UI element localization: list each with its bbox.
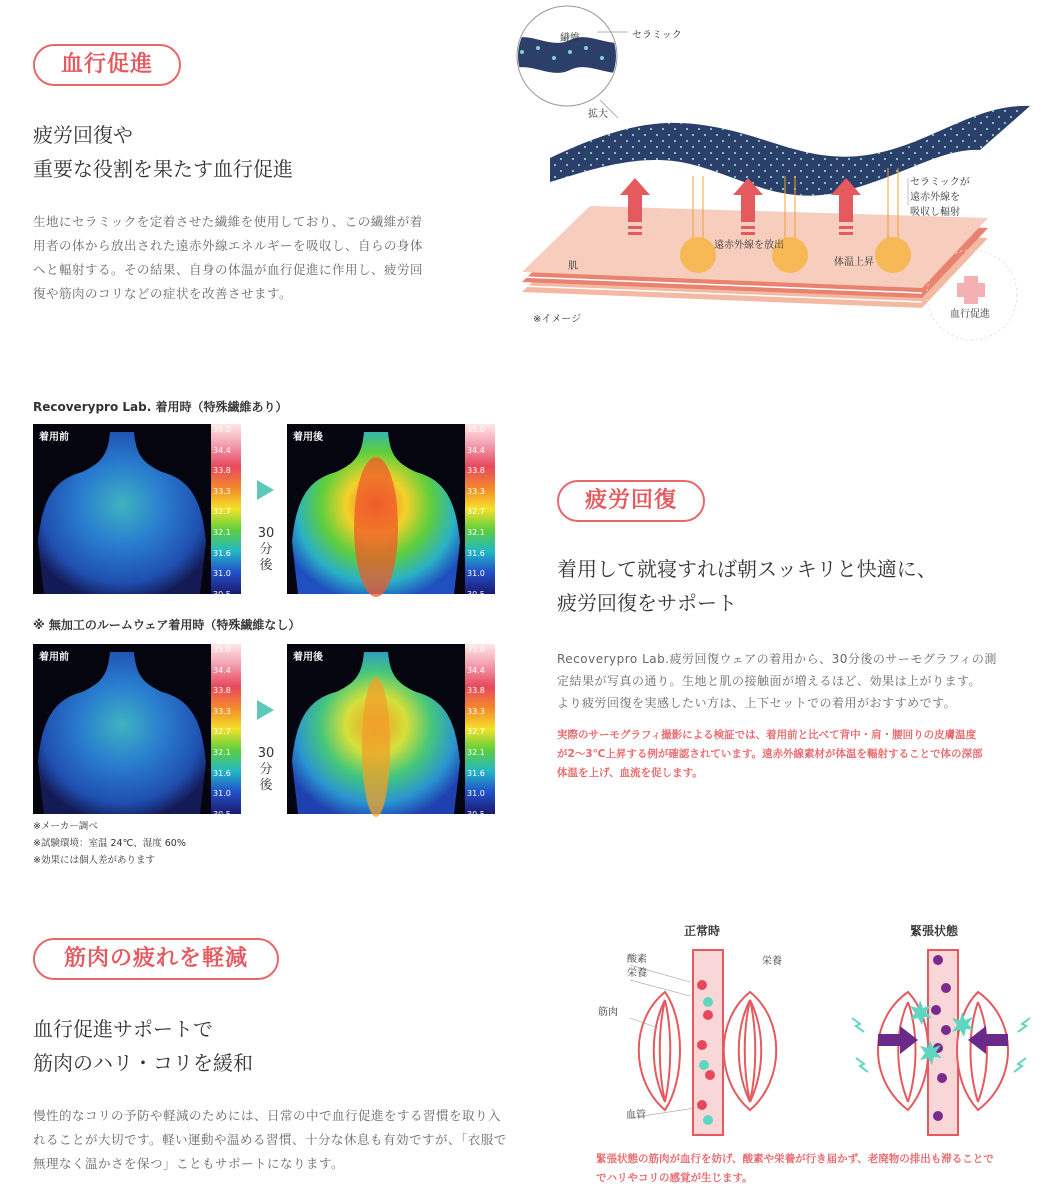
- time-line: 後: [259, 778, 273, 793]
- muscle-diagram: [590, 930, 1040, 1140]
- section2-note: [557, 726, 1037, 783]
- oxygen-label: 酸素: [627, 954, 647, 965]
- circulation-stamp-label: 血行促進: [950, 309, 990, 320]
- time-line: 分: [259, 542, 273, 557]
- normal-muscle-left: [639, 992, 680, 1110]
- scale-tick-label: 34.4: [213, 665, 231, 675]
- time-line: 後: [259, 558, 273, 573]
- fabric-label: [700, 72, 800, 102]
- scale-tick-label: 31.0: [467, 569, 485, 579]
- scale-tick-label: 34.4: [213, 445, 231, 455]
- scale-tick-label: 35.0: [467, 425, 485, 434]
- section-badge-muscle: 筋肉の疲れを軽減: [33, 938, 279, 980]
- section3-body: [33, 1104, 543, 1176]
- scale-tick-label: 33.3: [213, 706, 231, 716]
- zoom-label: 拡大: [588, 109, 608, 120]
- heading-line: 疲労回復をサポート: [557, 591, 737, 615]
- note-line: でハリやコリの感覚が生じます。: [596, 1172, 753, 1184]
- thermo-state-label: 着用後: [293, 432, 323, 443]
- scale-tick-label: 31.6: [213, 548, 231, 558]
- vessel-label: 血管: [626, 1110, 646, 1121]
- time-label: [252, 526, 280, 574]
- section-badge-circulation: 血行促進: [33, 44, 181, 86]
- thermo-title-without: ※ 無加工のルームウェア着用時（特殊繊維なし）: [33, 618, 301, 632]
- time-line: 30: [257, 746, 275, 761]
- heat-area: [354, 457, 398, 597]
- emit-label: 遠赤外線を放出: [714, 240, 784, 251]
- note-line: 緊張状態の筋肉が血行を妨げ、酸素や栄養が行き届かず、老廃物の排出も滞ることで: [596, 1153, 994, 1165]
- scale-tick-label: 32.7: [467, 507, 485, 517]
- normal-vessel: [693, 950, 723, 1135]
- scale-tick-label: 33.8: [213, 686, 231, 696]
- scale-tick-label: 31.6: [213, 768, 231, 778]
- scale-tick-label: 34.4: [467, 445, 485, 455]
- scale-tick-label: 33.8: [213, 466, 231, 476]
- muscle-label: 筋肉: [598, 1007, 618, 1018]
- time-label: [252, 746, 280, 794]
- body-line: 復や筋肉のコリなどの症状を改善させます。: [33, 286, 293, 301]
- note-line: 実際のサーモグラフィ撮影による検証では、着用前と比べて背中・肩・腰回りの皮膚温度: [557, 729, 977, 741]
- heading-line: 筋肉のハリ・コリを緩和: [33, 1051, 253, 1075]
- body-line: 無理なく温かさを保つ」こともサポートになります。: [33, 1156, 345, 1171]
- normal-muscle-right: [724, 992, 777, 1110]
- section2-body: [557, 648, 1037, 714]
- thermo-state-label: 着用後: [293, 652, 323, 663]
- scale-tick-label: 35.0: [467, 645, 485, 654]
- temp-rise-label: 体温上昇: [834, 257, 874, 268]
- scale-tick-label: 33.8: [467, 686, 485, 696]
- section2-heading: [557, 552, 937, 620]
- section3-heading: [33, 1012, 253, 1080]
- scale-tick-label: 31.6: [467, 548, 485, 558]
- time-line: 30: [257, 526, 275, 541]
- scale-tick-label: 31.0: [467, 789, 485, 799]
- note-line: が2〜3℃上昇する例が確認されています。遠赤外線素材が体温を輻射することで体の深部: [557, 748, 983, 760]
- scale-tick-label: 32.7: [213, 507, 231, 517]
- thermo-title-with: Recoverypro Lab. 着用時（特殊繊維あり）: [33, 400, 288, 414]
- muscle-note: [596, 1150, 994, 1188]
- nutrient-label: 栄養: [627, 968, 647, 979]
- body-line: Recoverypro Lab.疲労回復ウェアの着用から、30分後のサーモグラフィの測: [557, 652, 997, 666]
- ceramic-label: セラミック: [632, 30, 682, 41]
- absorb-line: 吸収し輻射: [910, 207, 960, 218]
- scale-tick-label: 32.1: [467, 528, 485, 537]
- scale-tick-label: 33.3: [467, 486, 485, 496]
- heading-line: 疲労回復や: [33, 123, 133, 147]
- tense-title: 緊張状態: [910, 924, 959, 938]
- body-line: 定結果が写真の通り。生地と肌の接触面が増えるほど、効果は上がります。: [557, 674, 982, 688]
- scale-tick-label: 32.7: [213, 727, 231, 737]
- skin-label: 肌: [568, 261, 578, 272]
- arrow-right-icon: [257, 480, 274, 500]
- scale-tick-label: 33.3: [467, 706, 485, 716]
- note-line: ※試験環境：室温 24℃、湿度 60%: [33, 838, 186, 849]
- scale-tick-label: 31.0: [213, 569, 231, 579]
- fiber-label: 繊維: [560, 33, 580, 44]
- absorb-label: [910, 175, 970, 220]
- heading-line: 重要な役割を果たす血行促進: [33, 157, 293, 181]
- scale-tick-label: 30.5: [213, 589, 231, 599]
- fabric-label-line: 疲労回復ウェアの生地: [700, 89, 800, 100]
- scale-tick-label: 31.0: [213, 789, 231, 799]
- scale-tick-label: 33.8: [467, 466, 485, 476]
- section-badge-fatigue: 疲労回復: [557, 480, 705, 522]
- absorb-line: 遠赤外線を: [910, 192, 960, 203]
- thermo-notes: [33, 818, 186, 869]
- body-line: 生地にセラミックを定着させた繊維を使用しており、この繊維が着: [33, 214, 423, 229]
- absorb-line: セラミックが: [910, 177, 970, 188]
- scale-tick-label: 32.1: [213, 528, 231, 537]
- body-line: 用者の体から放出された遠赤外線エネルギーを吸収し、自らの身体: [33, 238, 424, 253]
- time-line: 分: [259, 762, 273, 777]
- normal-title: 正常時: [684, 924, 721, 938]
- scale-tick-label: 30.5: [213, 809, 231, 819]
- scale-tick-label: 34.4: [467, 665, 485, 675]
- scale-tick-label: 35.0: [213, 425, 231, 434]
- note-line: 体温を上げ、血流を促します。: [557, 767, 703, 779]
- note-line: ※効果には個人差があります: [33, 855, 155, 866]
- tense-vessel: [928, 950, 958, 1135]
- heading-line: 血行促進サポートで: [33, 1017, 213, 1041]
- scale-tick-label: 35.0: [213, 645, 231, 654]
- body-line: より疲労回復を実感したい方は、上下セットでの着用がおすすめです。: [557, 696, 957, 710]
- scale-tick-label: 33.3: [213, 486, 231, 496]
- scale-tick-label: 32.1: [467, 748, 485, 757]
- body-line: へと輻射する。その結果、自身の体温が血行促進に作用し、疲労回: [33, 262, 424, 277]
- arrow-right-icon: [257, 700, 274, 720]
- thermo-state-label: 着用前: [39, 652, 69, 663]
- heat-area: [362, 677, 390, 817]
- thermo-panels: [0, 0, 520, 830]
- image-note: ※イメージ: [533, 314, 582, 325]
- note-line: ※メーカー調べ: [33, 821, 98, 832]
- scale-tick-label: 32.7: [467, 727, 485, 737]
- scale-tick-label: 32.1: [213, 748, 231, 757]
- scale-tick-label: 30.5: [467, 809, 485, 819]
- scale-tick-label: 30.5: [467, 589, 485, 599]
- body-line: れることが大切です。軽い運動や温める習慣、十分な休息も有効ですが、「衣服で: [33, 1132, 507, 1147]
- body-line: 慢性的なコリの予防や軽減のためには、日常の中で血行促進をする習慣を取り入: [33, 1108, 502, 1123]
- scale-tick-label: 31.6: [467, 768, 485, 778]
- heading-line: 着用して就寝すれば朝スッキリと快適に、: [557, 557, 937, 581]
- thermo-state-label: 着用前: [39, 432, 69, 443]
- fabric-label-line: Recoverypro Lab.: [706, 74, 794, 85]
- nutrient-label-right: 栄養: [762, 956, 782, 967]
- cross-icon: [957, 276, 985, 304]
